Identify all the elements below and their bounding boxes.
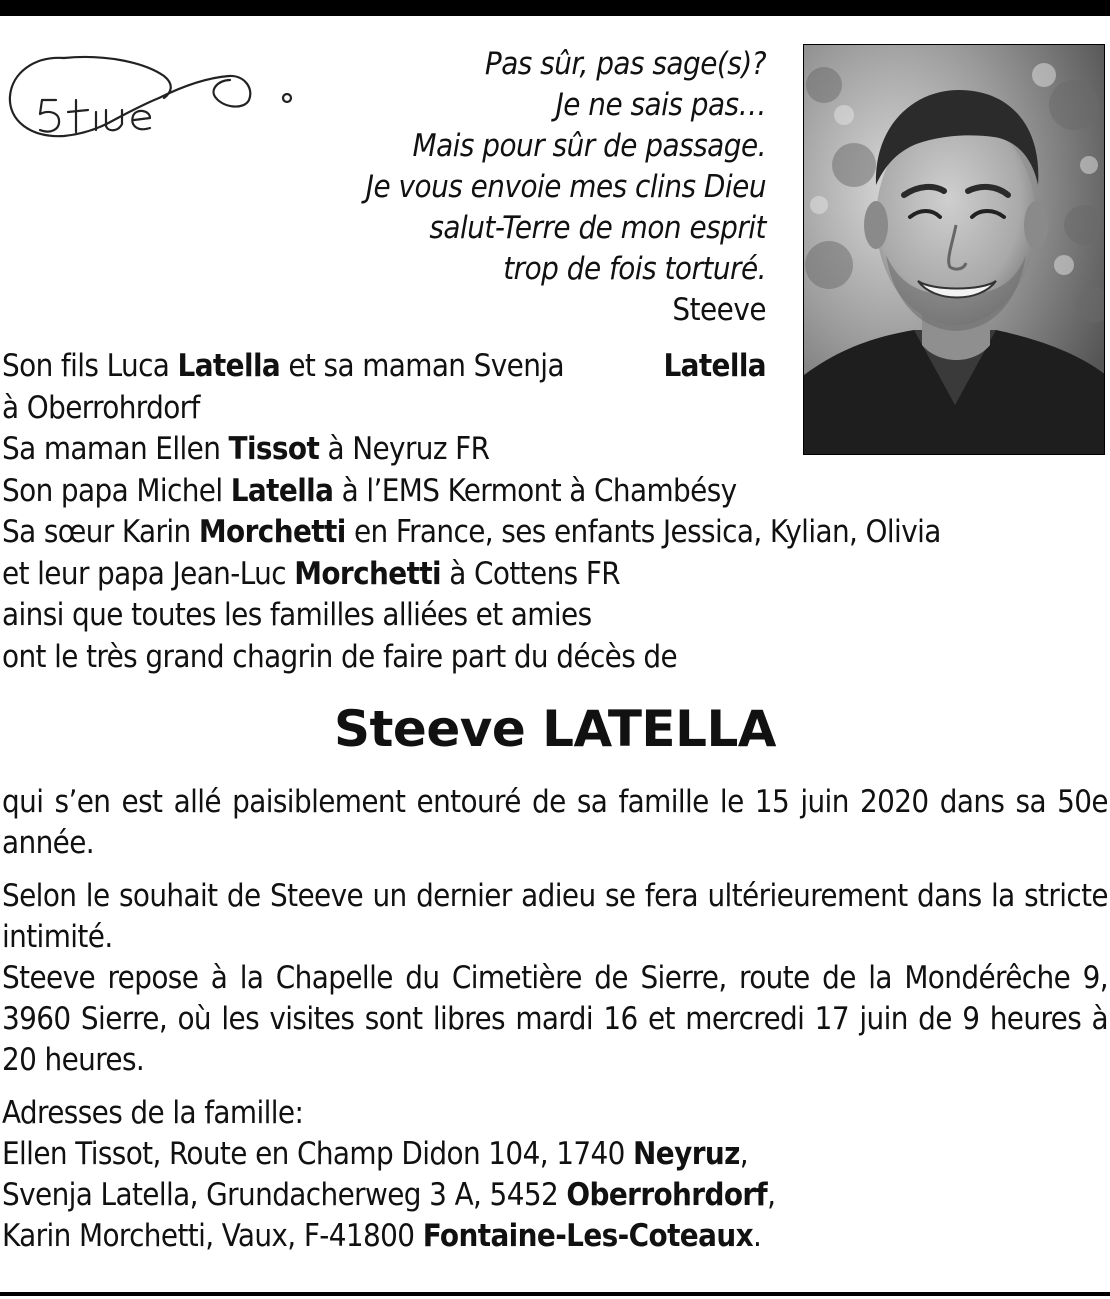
family-line (2, 595, 1102, 637)
text: Son papa Michel (2, 472, 231, 509)
punctuation: , (739, 1136, 748, 1172)
text: à Cottens FR (441, 555, 621, 592)
text: ont le très grand chagrin de faire part du décès de (2, 638, 678, 675)
poem-line: Mais pour sûr de passage. (412, 128, 766, 164)
surname: Morchetti (198, 514, 346, 550)
family-line (2, 512, 1102, 554)
addresses-heading: Adresses de la famille: (2, 1095, 304, 1131)
text: à Neyruz FR (319, 431, 490, 467)
family-addresses (2, 1093, 1108, 1257)
surname: Tissot (228, 431, 320, 467)
text: à Oberrohrdorf (2, 389, 200, 426)
address-city: Fontaine-Les-Coteaux (422, 1218, 753, 1254)
address-line (2, 1134, 1108, 1175)
family-line (2, 429, 1102, 471)
address-city: Oberrohrdorf (566, 1177, 768, 1213)
body-paragraph: Steeve repose à la Chapelle du Cimetière de Sierre, route de la Mondérêche 9, 3960 Sierre, où les visites sont libres mardi 16 et mercredi 17 juin de 9 heures à 20 heures. (2, 960, 1108, 1078)
address-city: Neyruz (633, 1136, 740, 1172)
punctuation: . (753, 1218, 762, 1254)
text: ainsi que toutes les familles alliées et amies (2, 597, 592, 633)
address-text: Svenja Latella, Grundacherweg 3 A, 5452 (2, 1177, 567, 1213)
poem-line: Je ne sais pas… (555, 87, 766, 123)
top-rule (0, 0, 1110, 16)
text: et leur papa Jean-Luc (2, 555, 295, 592)
body-paragraph: qui s’en est allé paisiblement entouré de sa famille le 15 juin 2020 dans sa 50e année. (2, 784, 1108, 861)
body-paragraph: Selon le souhait de Steeve un dernier adieu se fera ultérieurement dans la stricte intimité. (2, 878, 1108, 955)
text: Son fils Luca (2, 348, 178, 384)
surname: Latella (230, 472, 334, 509)
bottom-rule (0, 1292, 1110, 1296)
poem-line: Pas sûr, pas sage(s)? (484, 46, 766, 82)
text: en France, ses enfants Jessica, Kylian, Olivia (345, 514, 941, 550)
text: Sa sœur Karin (2, 514, 199, 550)
surname: Morchetti (294, 555, 442, 592)
surname: Latella (663, 348, 766, 384)
announcement-body (2, 782, 1108, 1257)
family-line (2, 471, 1102, 513)
address-text: Karin Morchetti, Vaux, F-41800 (2, 1218, 423, 1254)
surname: Latella (177, 348, 281, 384)
family-line (2, 346, 766, 388)
text: à l’EMS Kermont à Chambésy (333, 472, 737, 509)
family-line (2, 637, 1102, 679)
text: Sa maman Ellen (2, 431, 229, 467)
address-line (2, 1175, 1108, 1216)
poem-line: Je vous envoie mes clins Dieu (365, 169, 766, 205)
poem (290, 44, 766, 331)
text: et sa maman Svenja (280, 348, 564, 384)
deceased-name: Steeve LATELLA (334, 700, 776, 758)
family-line (2, 554, 1102, 596)
punctuation: , (767, 1177, 776, 1213)
poem-line: trop de fois torturé. (503, 251, 766, 287)
address-line (2, 1216, 1108, 1257)
family-line (2, 388, 1102, 430)
handwritten-signature (4, 48, 304, 148)
poem-line: salut-Terre de mon esprit (429, 210, 766, 246)
address-text: Ellen Tissot, Route en Champ Didon 104, 1740 (2, 1136, 634, 1172)
poem-signature: Steeve (672, 292, 766, 328)
family-announcement (2, 346, 1102, 678)
